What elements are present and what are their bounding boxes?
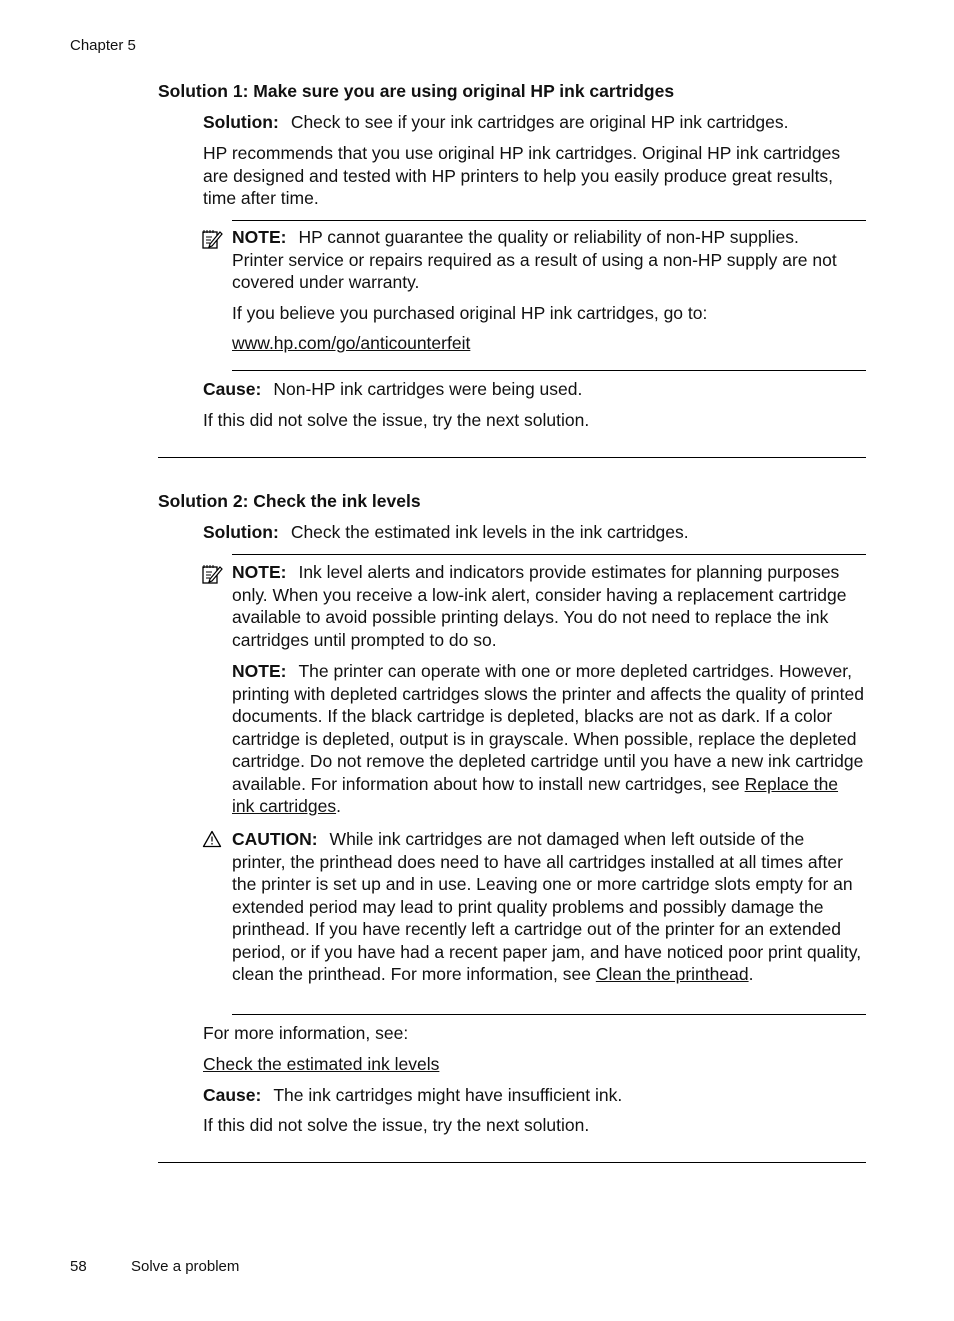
footer-section: Solve a problem	[131, 1258, 240, 1275]
cause-label: Cause:	[203, 379, 262, 399]
cause-text: The ink cartridges might have insufficient ink.	[273, 1085, 623, 1105]
caution-block	[232, 828, 862, 986]
note-divider-top	[232, 554, 866, 555]
note-text: HP cannot guarantee the quality or reliability of non-HP supplies. Printer service or repairs required as a result of using a non-HP supply are not covered under warranty.	[232, 227, 837, 292]
note-label: NOTE:	[232, 661, 287, 681]
caution-label: CAUTION:	[232, 829, 318, 849]
note-1	[232, 226, 847, 294]
solution2-cause	[203, 1084, 622, 1107]
solution2-next: If this did not solve the issue, try the next solution.	[203, 1115, 590, 1135]
section-divider	[158, 457, 866, 458]
solution1-heading: Solution 1: Make sure you are using original HP ink cartridges	[158, 81, 675, 101]
note-divider-top	[232, 220, 866, 221]
note-label: NOTE:	[232, 562, 287, 582]
solution-text: Check the estimated ink levels in the ink cartridges.	[290, 522, 689, 542]
solution-label: Solution:	[203, 522, 279, 542]
replace-cartridges-link[interactable]: Replace the ink cartridges	[232, 773, 839, 816]
note-icon	[201, 228, 223, 250]
chapter-header: Chapter 5	[70, 37, 136, 54]
solution2-solution-line	[203, 521, 689, 544]
note-text: The printer can operate with one or more depleted cartridges. However, printing with depleted cartridges slows the printer and affects the quality of printed documents. If the black cartridge is depleted, blacks are not as dark. If a color cartridge is depleted, output is in grayscale. When possible, replace the depleted cartridge. Do not remove the depleted cartridge until you have a new ink cartridge available. For information about how to install new cartridges, see	[232, 661, 864, 794]
check-ink-levels-link[interactable]: Check the estimated ink levels	[203, 1054, 440, 1074]
note-paragraph: If you believe you purchased original HP ink cartridges, go to:	[232, 303, 708, 323]
clean-printhead-link[interactable]: Clean the printhead	[595, 964, 749, 984]
note-label: NOTE:	[232, 227, 287, 247]
anticounterfeit-link[interactable]: www.hp.com/go/anticounterfeit	[232, 333, 471, 353]
solution1-next: If this did not solve the issue, try the next solution.	[203, 410, 590, 430]
more-info-text: For more information, see:	[203, 1023, 409, 1043]
section-divider	[158, 1162, 866, 1163]
solution1-cause	[203, 378, 582, 401]
note-1	[232, 561, 857, 651]
caution-end: .	[748, 964, 754, 984]
note-end: .	[336, 796, 341, 816]
cause-text: Non-HP ink cartridges were being used.	[273, 379, 583, 399]
solution2-heading: Solution 2: Check the ink levels	[158, 491, 421, 511]
cause-label: Cause:	[203, 1085, 262, 1105]
note-divider-bottom	[232, 1014, 866, 1015]
solution-label: Solution:	[203, 112, 279, 132]
page-number: 58	[70, 1258, 87, 1275]
caution-icon	[202, 830, 222, 848]
note-text: Ink level alerts and indicators provide estimates for planning purposes only. When you receive a low-ink alert, consider having a replacement cartridge available to avoid possible printing delays. You do not need to replace the ink cartridges until prompted to do so.	[232, 562, 847, 650]
solution1-paragraph: HP recommends that you use original HP ink cartridges. Original HP ink cartridges are designed and tested with HP printers to help you easily produce great results, time after time.	[203, 143, 841, 208]
note-2	[232, 660, 865, 818]
caution-text: While ink cartridges are not damaged when left outside of the printer, the printhead does need to have all cartridges installed at all times after the printer is set up and in use. Leaving one or more cartridge slots empty for an extended period may lead to print quality problems and possibly damage the printhead. If you have recently left a cartridge out of the printer for an extended period, or if you have had a recent paper jam, and have noticed poor print quality, clean the printhead. For more information, see	[232, 829, 862, 984]
solution1-solution-line	[203, 111, 789, 134]
solution-text: Check to see if your ink cartridges are original HP ink cartridges.	[290, 112, 789, 132]
note-icon	[201, 563, 223, 585]
note-divider-bottom	[232, 370, 866, 371]
